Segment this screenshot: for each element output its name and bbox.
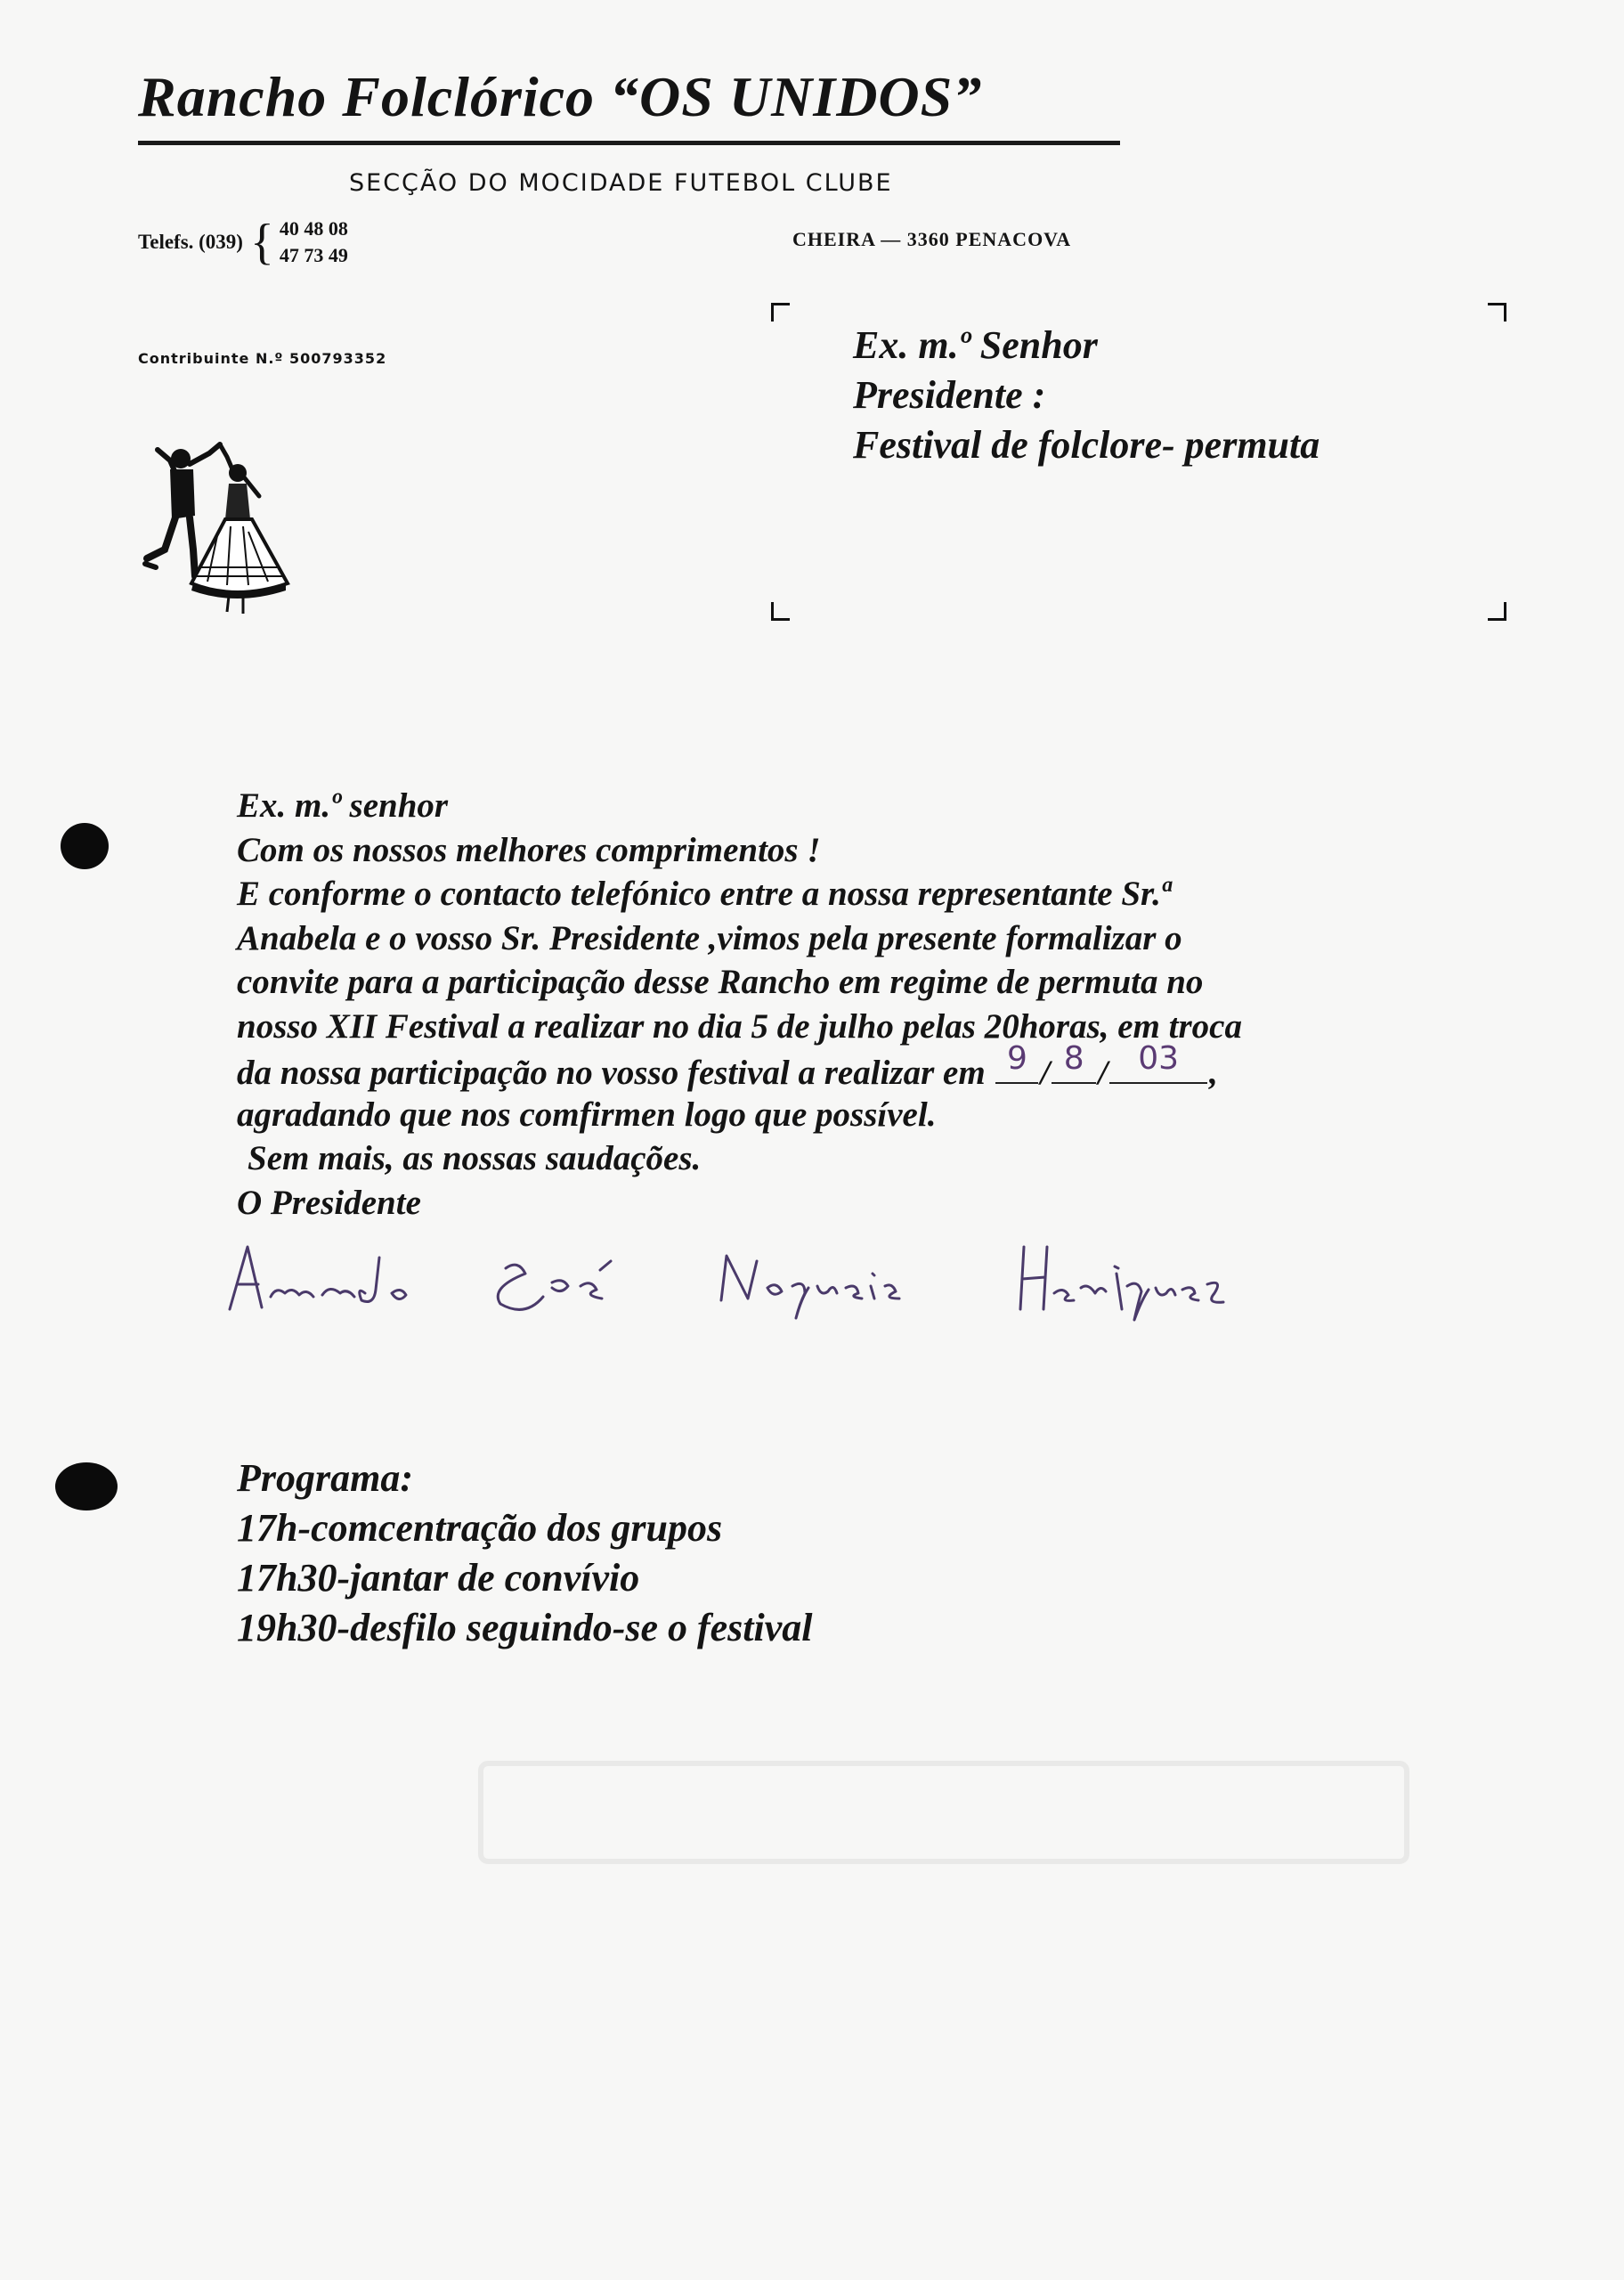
- signatory-title: O Presidente: [237, 1183, 421, 1222]
- punch-hole: [55, 1462, 118, 1510]
- phone-number-2: 47 73 49: [279, 244, 348, 266]
- date-line-prefix: da nossa participação no vosso festival a realizar em: [237, 1054, 986, 1092]
- date-month: 8: [1063, 1039, 1084, 1077]
- show-through-mark: [463, 1737, 1442, 1915]
- phone-label: Telefs. (039): [138, 231, 243, 253]
- date-line-suffix: ,: [1209, 1054, 1218, 1092]
- phone-block: [138, 216, 348, 269]
- phone-numbers: [280, 216, 348, 269]
- addressee-line: Ex. m.º Senhor: [853, 323, 1098, 367]
- dancing-couple-logo: [138, 434, 294, 616]
- letterhead-subtitle: SECÇÃO DO MOCIDADE FUTEBOL CLUBE: [349, 169, 893, 197]
- date-line: da nossa participação no vosso festival a realizar em 9 / 8 / 03 ,: [237, 1048, 1242, 1093]
- handwritten-signature: [223, 1211, 1327, 1327]
- letter-line: agradando que nos comfirmen logo que possível.: [237, 1095, 937, 1134]
- program-block: [237, 1454, 813, 1653]
- date-year: 03: [1138, 1039, 1179, 1077]
- letter-line: convite para a participação desse Rancho em regime de permuta no: [237, 963, 1204, 1001]
- program-item: 17h30-jantar de convívio: [237, 1556, 640, 1600]
- letter-line: Com os nossos melhores comprimentos !: [237, 830, 821, 869]
- tax-id: Contribuinte N.º 500793352: [138, 350, 387, 367]
- letter-line: E conforme o contacto telefónico entre a nossa representante Sr.ª: [237, 875, 1171, 913]
- title-rule: [138, 141, 1120, 145]
- window-corner-bottom-left: [771, 602, 790, 621]
- program-item: 17h-comcentração dos grupos: [237, 1506, 723, 1550]
- letter-line: Sem mais, as nossas saudações.: [248, 1139, 702, 1177]
- punch-hole: [61, 823, 109, 869]
- window-corner-top-left: [771, 303, 790, 322]
- letter-line: Anabela e o vosso Sr. Presidente ,vimos pela presente formalizar o: [237, 918, 1182, 957]
- window-corner-top-right: [1488, 303, 1506, 322]
- date-day-blank: [995, 1039, 1038, 1084]
- date-day: 9: [1006, 1039, 1027, 1077]
- letter-body: [237, 784, 1242, 1225]
- phone-number-1: 40 48 08: [279, 217, 348, 240]
- letterhead-title: Rancho Folclórico “OS UNIDOS”: [138, 65, 983, 128]
- letter-line: nosso XII Festival a realizar no dia 5 de julho pelas 20horas, em troca: [237, 1006, 1242, 1046]
- addressee-line: Presidente :: [853, 373, 1046, 417]
- salutation: Ex. m.º senhor: [237, 786, 449, 825]
- window-corner-bottom-right: [1488, 602, 1506, 621]
- program-item: 19h30-desfilo seguindo-se o festival: [237, 1606, 813, 1649]
- date-year-blank: [1109, 1039, 1207, 1084]
- letterhead-address: CHEIRA — 3360 PENACOVA: [792, 228, 1072, 250]
- date-month-blank: [1052, 1039, 1096, 1084]
- brace-glyph: {: [249, 215, 274, 270]
- program-heading: Programa:: [237, 1456, 413, 1500]
- addressee-line: Festival de folclore- permuta: [853, 423, 1320, 467]
- addressee-block: [853, 321, 1320, 470]
